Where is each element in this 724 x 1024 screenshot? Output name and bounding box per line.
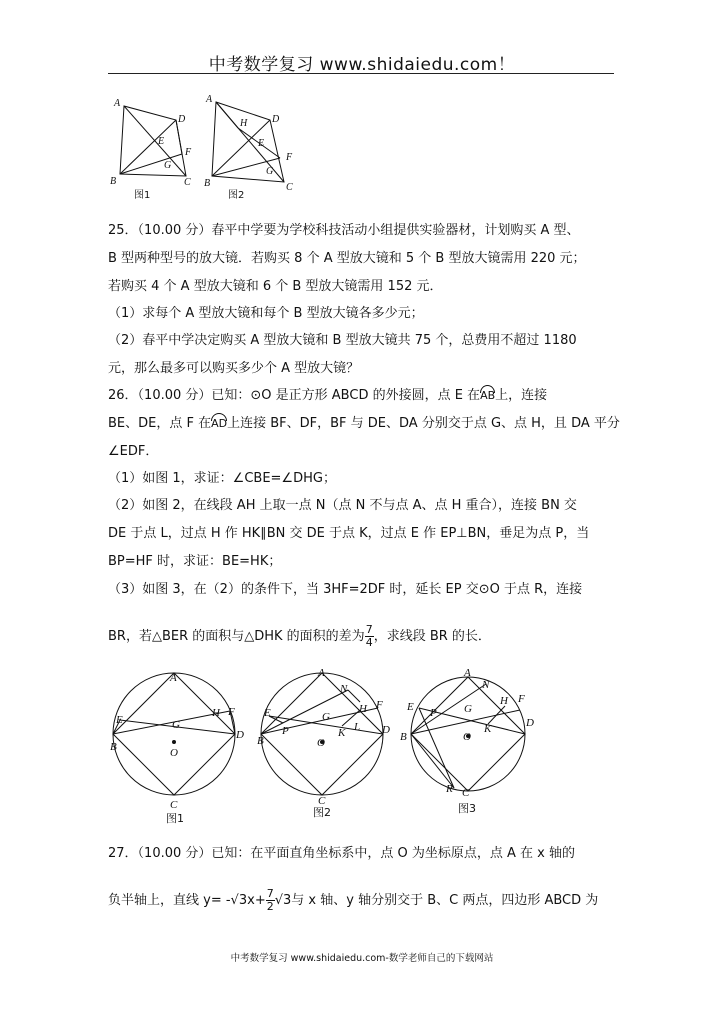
page-header-title: 中考数学复习 www.shidaiedu.com！ xyxy=(208,55,516,75)
page-footer: 中考数学复习 www.shidaiedu.com-数学老师自己的下载网站 xyxy=(230,953,494,964)
c2-label-O: O xyxy=(317,737,325,749)
label-C2: C xyxy=(286,182,293,193)
label-E2: E xyxy=(258,138,265,149)
label-F1: F xyxy=(185,147,192,158)
label-G2: G xyxy=(266,166,274,177)
c3-label-K: K xyxy=(484,723,492,735)
caption-circle-2: 图2 xyxy=(313,806,331,819)
sqrt-3: √3 xyxy=(230,893,248,908)
c1-label-C: C xyxy=(170,799,178,811)
q27-line2: 负半轴上，直线 y= -√3x+ $\frac{7}{2}$ √3与 x 轴、y 轴分别交于 B、C 两点，四边形 ABCD 为 xyxy=(108,887,599,913)
caption-fig2-top: 图2 xyxy=(228,190,245,201)
q26-line9: BR，若△BER 的面积与△DHK 的面积的差为 $\frac{7}{4}$ ，求线段 BR 的长． xyxy=(108,623,491,649)
c3-label-E: E xyxy=(407,701,414,713)
c3-label-F: F xyxy=(518,693,525,705)
caption-fig1-top: 图1 xyxy=(134,190,151,201)
q26-line8: （3）如图 3，在（2）的条件下，当 3HF=2DF 时，延长 EP 交⊙O 于点 R，连接 xyxy=(108,582,583,597)
c2-label-G: G xyxy=(322,711,330,723)
label-A1: A xyxy=(114,98,121,109)
c1-label-B: B xyxy=(110,741,117,753)
c3-label-A: A xyxy=(464,667,471,679)
label-B1: B xyxy=(110,176,117,187)
c2-label-E: E xyxy=(264,707,271,719)
c1-label-H: H xyxy=(212,707,220,719)
fraction-7-4: $\frac{7}{4}$ xyxy=(365,623,373,649)
c1-label-F: F xyxy=(228,706,235,718)
c1-label-O: O xyxy=(170,747,178,759)
c3-label-G: G xyxy=(464,703,472,715)
caption-circle-3: 图3 xyxy=(458,802,476,815)
c1-label-D: D xyxy=(236,729,244,741)
q25-line4: （1）求每个 A 型放大镜和每个 B 型放大镜各多少元； xyxy=(108,306,424,321)
q26-line4: （1）如图 1，求证：∠CBE=∠DHG； xyxy=(108,471,336,486)
quadrilateral-figures xyxy=(108,92,308,202)
q26-line3: ∠EDF． xyxy=(108,444,159,459)
center-dot-1 xyxy=(172,740,176,744)
q26-line7: BP=HF 时，求证：BE=HK； xyxy=(108,554,282,569)
sqrt-3b: √3 xyxy=(274,893,292,908)
c3-label-P: P xyxy=(430,707,437,719)
c2-label-N: N xyxy=(340,683,348,695)
c3-label-O: O xyxy=(463,731,471,743)
circle-figures xyxy=(108,666,548,826)
c1-label-E: E xyxy=(116,714,123,726)
c3-label-N: N xyxy=(482,679,490,691)
c3-label-D: D xyxy=(526,717,534,729)
c2-label-H: H xyxy=(359,703,367,715)
q25-line3: 若购买 4 个 A 型放大镜和 6 个 B 型放大镜需用 152 元． xyxy=(108,279,443,294)
c2-label-D: D xyxy=(382,724,390,736)
label-D1: D xyxy=(178,114,186,125)
label-H2: H xyxy=(240,118,248,129)
q25-line1: 25．（10.00 分）春平中学要为学校科技活动小组提供实验器材，计划购买 A 型、 xyxy=(108,223,580,238)
arc-ab: AB xyxy=(480,386,495,402)
label-B2: B xyxy=(204,178,211,189)
label-D2: D xyxy=(272,114,280,125)
q26-line6: DE 于点 L，过点 H 作 HK∥BN 交 DE 于点 K，过点 E 作 EP⊥BN，垂足为点 P，当 xyxy=(108,526,590,541)
c3-label-B: B xyxy=(400,731,407,743)
label-E1: E xyxy=(158,136,165,147)
arc-ad: AD xyxy=(211,414,227,430)
c1-label-G: G xyxy=(172,719,180,731)
q26-line5: （2）如图 2，在线段 AH 上取一点 N（点 N 不与点 A、点 H 重合），连接 BN 交 xyxy=(108,498,577,513)
c2-label-A: A xyxy=(318,667,325,679)
q25-line5: （2）春平中学决定购买 A 型放大镜和 B 型放大镜共 75 个，总费用不超过 1180 xyxy=(108,333,577,348)
q25-line6: 元，那么最多可以购买多少个 A 型放大镜？ xyxy=(108,361,360,376)
label-A2: A xyxy=(206,94,213,105)
c3-label-H: H xyxy=(500,695,508,707)
label-F2: F xyxy=(286,152,293,163)
c1-label-A: A xyxy=(170,672,177,684)
c2-label-F: F xyxy=(376,699,383,711)
q26-line1: 26．（10.00 分）已知：⊙O 是正方形 ABCD 的外接圆，点 E 在AB上，连接 xyxy=(108,388,548,403)
q25-line2: B 型两种型号的放大镜．若购买 8 个 A 型放大镜和 5 个 B 型放大镜需用 220 元； xyxy=(108,251,586,266)
c2-label-L: L xyxy=(354,721,361,733)
c3-label-C: C xyxy=(462,787,470,799)
c2-label-B: B xyxy=(257,735,264,747)
q26-line2: BE、DE，点 F 在AD上连接 BF、DF，BF 与 DE、DA 分别交于点 G、点 H，且 DA 平分 xyxy=(108,416,620,431)
c3-label-R: R xyxy=(446,783,453,795)
label-C1: C xyxy=(184,177,191,188)
c2-label-K: K xyxy=(338,727,346,739)
q27-line1: 27．（10.00 分）已知：在平面直角坐标系中，点 O 为坐标原点，点 A 在 x 轴的 xyxy=(108,846,576,861)
header-rule xyxy=(108,73,614,74)
caption-circle-1: 图1 xyxy=(166,812,184,825)
fraction-7-2: $\frac{7}{2}$ xyxy=(266,887,274,913)
c2-label-P: P xyxy=(282,725,289,737)
label-G1: G xyxy=(164,160,172,171)
c2-label-C: C xyxy=(318,795,326,807)
